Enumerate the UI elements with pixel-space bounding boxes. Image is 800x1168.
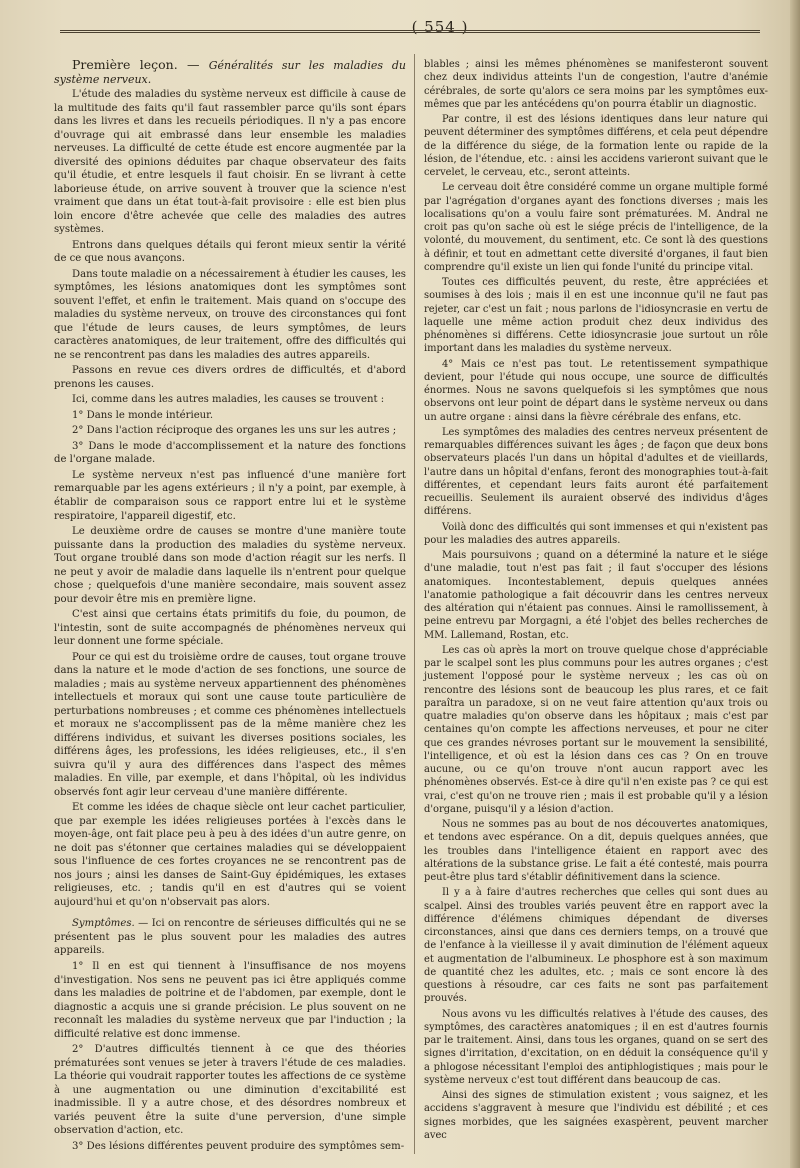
paragraph: Dans toute maladie on a nécessairement à étudier les causes, les symptômes, les lésions anatomiques dont les symptômes sont souvent l'effet, et enfin le traitement. Mais quand on s'occupe des maladies du système nerveux, on trouve des circonstances qui font que l'étude de leurs causes, de leurs symptômes, de leurs caractères anatomiques, de leur traitement, offre des difficultés qui ne se rencontrent pas dans les maladies des autres appareils. (54, 268, 406, 361)
page-header (40, 10, 760, 40)
list-item: 3° Dans le mode d'accomplissement et la nature des fonctions de l'organe malade. (54, 440, 406, 466)
right-column (424, 58, 768, 1144)
header-rule (60, 30, 760, 33)
symptoms-intro: — Ici on rencontre de sérieuses difficultés qui ne se présentent pas le plus souvent pour les maladies des autres appareils. (54, 918, 406, 957)
page-number: ( 554 ) (411, 18, 469, 36)
left-column (54, 58, 406, 1155)
lecture-title-topic: Généralités sur les maladies du système nerveux. (54, 59, 406, 86)
paragraph: Nous avons vu les difficultés relatives à l'étude des causes, des symptômes, des caractères anatomiques ; il en est d'autres fournis par le traitement. Ainsi, dans tous les organes, quand on se sert des signes d'irritation, d'excitation, on en déduit la conséquence qu'il y a phlogose nécessitant l'emploi des antiphlogistiques ; mais pour le système nerveux c'est tout différent dans beaucoup de cas. (424, 1008, 768, 1086)
paragraph: Par contre, il est des lésions identiques dans leur nature qui peuvent déterminer des symptômes différens, et cela peut dépendre de la différence du siége, de la formation lente ou rapide de la lésion, de l'étendue, etc. : ainsi les accidens varieront suivant que le cervelet, le cerveau, etc., seront atteints. (424, 114, 768, 178)
paragraph: blables ; ainsi les mêmes phénomènes se manifesteront souvent chez deux individus atteints l'un de congestion, l'autre d'anémie cérébrales, de sorte qu'alors ce sera moins par les symptômes eux-mêmes que par les antécédens qu'on pourra établir un diagnostic. (424, 59, 768, 110)
lecture-title-prefix: Première leçon. — (72, 57, 200, 72)
paragraph: 4° Mais ce n'est pas tout. Le retentissement sympathique devient, pour l'étude qui nous occupe, une source de difficultés énormes. Nous ne savons quelquefois si les symptômes que nous observons ont leur point de départ dans le système nerveux ou dans un autre organe : ainsi dans la fièvre cérébrale des enfans, etc. (424, 358, 768, 423)
paragraph: Les cas où après la mort on trouve quelque chose d'appréciable par le scalpel sont les plus communs pour les autres organes ; c'est justement l'opposé pour le système nerveux ; les cas où on rencontre des lésions sont de beaucoup les plus rares, et ce fait paraîtra un paradoxe, si on ne veut faire attention qu'aux trois ou quatre maladies qu'on observe dans les hôpitaux ; mais c'est par centaines qu'on compte les affections nerveuses, et pour ne citer que ces grandes névroses portant sur le mouvement la sensibilité, l'intelligence, et où est la lésion dans ces cas ? On en trouve aucune, ou ce qu'on trouve n'ont aucun rapport avec les phénomènes observés. Est-ce à dire qu'il n'en existe pas ? ce qui est vrai, c'est qu'on ne trouve rien ; mais il est probable qu'il y a lésion d'organe, puisqu'il y a lésion d'action. (424, 644, 768, 815)
paragraph: Le deuxième ordre de causes se montre d'une manière toute puissante dans la production des maladies du système nerveux. Tout organe troublé dans son mode d'action réagit sur les nerfs. Il ne peut y avoir de maladie dans laquelle ils n'entrent pour quelque chose ; quelquefois d'une manière secondaire, mais souvent assez pour devoir être mis en première ligne. (54, 526, 406, 605)
list-item: 1° Dans le monde intérieur. (72, 409, 214, 421)
symptoms-heading: Symptômes. (72, 918, 135, 930)
paragraph: Toutes ces difficultés peuvent, du reste, être appréciées et soumises à des lois ; mais il en est une inconnue qu'il ne faut pas rejeter, car c'est un fait ; nous parlons de l'idiosyncrasie en vertu de laquelle une même action produit chez deux individus des phénomènes si différens. Cette idiosyncrasie joue surtout un rôle important dans les maladies du système nerveux. (424, 277, 768, 355)
paragraph: Mais poursuivons ; quand on a déterminé la nature et le siége d'une maladie, tout n'est pas fait ; il faut s'occuper des lésions anatomiques. Incontestablement, depuis quelques années l'anatomie pathologique a fait découvrir dans les centres nerveux des altération qui n'étaient pas connues. Ainsi le ramollissement, à peine entrevu par Morgagni, a été l'objet des belles recherches de MM. Lallemand, Rostan, etc. (424, 550, 768, 641)
paragraph: Et comme les idées de chaque siècle ont leur cachet particulier, que par exemple les idées religieuses portées à l'excès dans le moyen-âge, ont fait place peu à peu à des idées d'un autre genre, on ne doit pas s'étonner que certaines maladies qui se développaient sous l'influence de ces fortes croyances ne se rencontrent pas de nos jours ; ainsi les danses de Saint-Guy épidémiques, les extases religieuses, etc. ; tandis qu'il en est d'autres qui se voient aujourd'hui et qu'on n'observait pas alors. (54, 802, 406, 908)
list-item: 3° Des lésions différentes peuvent produire des symptômes sem- (72, 1140, 405, 1152)
paragraph: Il y a à faire d'autres recherches que celles qui sont dues au scalpel. Ainsi des troubles variés peuvent être en rapport avec la différence d'élémens chimiques dépendant de diverses circonstances, ainsi que dans ces derniers temps, on a trouvé que de l'enfance à la vieillesse il y avait diminution de l'élément aqueux et augmentation de l'albumineux. Le phosphore est à son maximum de quantité chez les adultes, etc. ; mais ce sont encore là des questions à résoudre, car ces faits ne sont pas parfaitement prouvés. (424, 887, 768, 1005)
column-divider (414, 54, 415, 1154)
list-item: 1° Il en est qui tiennent à l'insuffisance de nos moyens d'investigation. Nos sens ne peuvent pas ici être appliqués comme dans les maladies de poitrine et de l'abdomen, par exemple, dont le diagnostic a acquis une si grande précision. Le plus souvent on ne reconnaît les maladies du système nerveux que par l'induction ; la difficulté relative est donc immense. (54, 961, 406, 1040)
paragraph: Le système nerveux n'est pas influencé d'une manière fort remarquable par les agens extérieurs ; il n'y a point, par exemple, à établir de comparaison sous ce rapport entre lui et le système respiratoire, l'appareil digestif, etc. (54, 469, 406, 522)
paragraph: Ainsi des signes de stimulation existent ; vous saignez, et les accidens s'aggravent à mesure que l'individu est débilité ; et ces signes morbides, que les saignées exaspèrent, peuvent marcher avec (424, 1090, 768, 1141)
paragraph: Le cerveau doit être considéré comme un organe multiple formé par l'agrégation d'organes ayant des fonctions diverses ; mais les localisations qu'on a voulu faire sont prématurées. M. Andral ne croit pas qu'on sache où est le siége précis de l'intelligence, de la volonté, du mouvement, du sentiment, etc. Ce sont là des questions à définir, et tout en admettant cette diversité d'organes, il faut bien comprendre qu'il existe un lien qui fonde l'unité du principe vital. (424, 182, 768, 273)
paragraph: Nous ne sommes pas au bout de nos découvertes anatomiques, et tendons avec espérance. On a dit, depuis quelques années, que les troubles dans l'intelligence étaient en rapport avec des altérations de la substance grise. Le fait a été contesté, mais pourra peut-être plus tard s'établir définitivement dans la science. (424, 819, 768, 883)
lecture-title (54, 58, 406, 86)
symptoms-paragraph (54, 917, 406, 958)
page-edge (790, 0, 800, 1168)
paragraph: Ici, comme dans les autres maladies, les causes se trouvent : (72, 394, 385, 406)
paragraph: Voilà donc des difficultés qui sont immenses et qui n'existent pas pour les maladies des autres appareils. (424, 521, 768, 546)
paragraph: Passons en revue ces divers ordres de difficultés, et d'abord prenons les causes. (54, 365, 406, 390)
paragraph: Les symptômes des maladies des centres nerveux présentent de remarquables différences suivant les âges ; de façon que deux bons observateurs placés l'un dans un hôpital d'adultes et de vieillards, l'autre dans un hôpital d'enfans, feront des monographies tout-à-fait différentes, et cependant leurs faits auront été parfaitement recueillis. Seulement ils auraient observé des individus d'âges différens. (424, 426, 768, 518)
paragraph: L'étude des maladies du système nerveux est difficile à cause de la multitude des faits qu'il faut rassembler parce qu'ils sont épars dans les livres et dans les recueils périodiques. Il n'y a pas encore d'ouvrage qui ait embrassé dans leur ensemble les maladies nerveuses. La difficulté de cette étude est encore augmentée par la diversité des opinions déduites par chaque observateur des faits qu'il étudie, et entre lesquels il faut choisir. En se livrant à cette laborieuse étude, on arrive souvent à trouver que la science n'est vraiment que dans un état tout-à-fait provisoire : elle est bien plus loin encore d'être achevée que celle des maladies des autres systèmes. (54, 89, 406, 236)
list-item: 2° D'autres difficultés tiennent à ce que des théories prématurées sont venues se jeter à travers l'étude de ces maladies. La théorie qui voudrait rapporter toutes les affections de ce système à une augmentation ou une diminution d'excitabilité est inadmissible. Il y a autre chose, et des désordres nombreux et variés peuvent être la suite d'une perversion, d'une simple observation d'action, etc. (54, 1044, 406, 1137)
paragraph: Entrons dans quelques détails qui feront mieux sentir la vérité de ce que nous avançons. (54, 239, 406, 265)
list-item: 2° Dans l'action réciproque des organes les uns sur les autres ; (72, 425, 397, 437)
paragraph: C'est ainsi que certains états primitifs du foie, du poumon, de l'intestin, sont de suite accompagnés de phénomènes nerveux qui leur donnent une forme spéciale. (54, 609, 406, 648)
paragraph: Pour ce qui est du troisième ordre de causes, tout organe trouve dans la nature et le mode d'action de ses fonctions, une source de maladies ; mais au système nerveux appartiennent des phénomènes intellectuels et moraux qui sont une cause toute particulière de perturbations nombreuses ; et comme ces phénomènes intellectuels et moraux ne s'accomplissent pas de la même manière chez les différens individus, et suivant les diverses positions sociales, les différens âges, les professions, les idées religieuses, etc., il s'en suivra qu'il y aura des différences dans l'aspect des mêmes maladies. En ville, par exemple, et dans l'hôpital, où les individus observés font agir leur cerveau d'une manière différente. (54, 651, 406, 798)
